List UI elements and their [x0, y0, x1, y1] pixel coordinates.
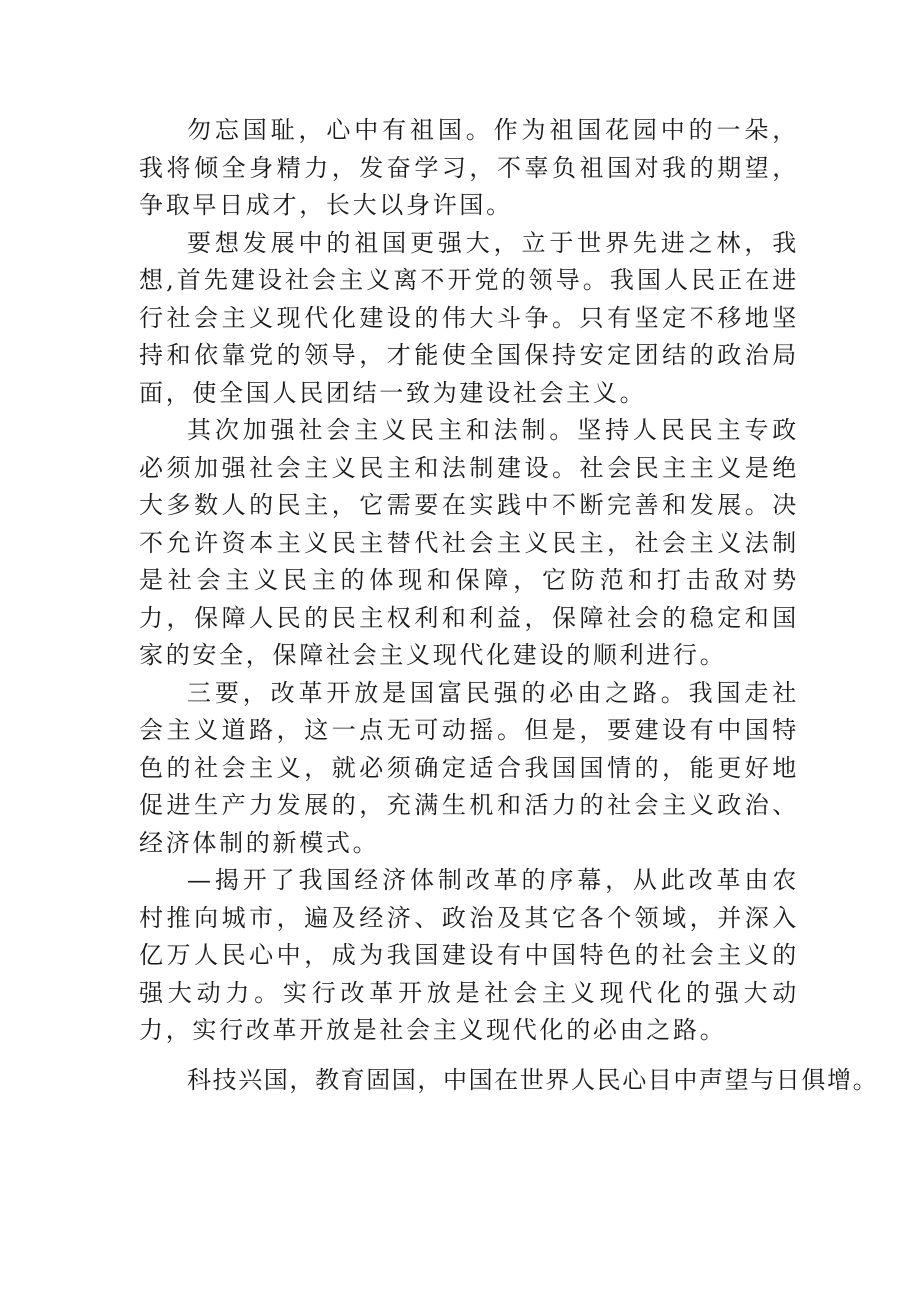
paragraph-3: 其次加强社会主义民主和法制。坚持人民民主专政必须加强社会主义民主和法制建设。社会民主主义是绝大多数人的民主，它需要在实践中不断完善和发展。决不允许资本主义民主替代社会主义民主，社会主义法制是社会主义民主的体现和保障，它防范和打击敌对势力，保障人民的民主权利和利益，保障社会的稳定和国家的安全，保障社会主义现代化建设的顺利进行。 — [139, 416, 799, 669]
paragraph-4: 三要，改革开放是国富民强的必由之路。我国走社会主义道路，这一点无可动摇。但是，要建设有中国特色的社会主义，就必须确定适合我国国情的，能更好地促进生产力发展的，充满生机和活力的社会主义政治、经济体制的新模式。 — [139, 678, 799, 857]
paragraph-1: 勿忘国耻，心中有祖国。作为祖国花园中的一朵，我将倾全身精力，发奋学习，不辜负祖国对我的期望，争取早日成才，长大以身许国。 — [139, 116, 799, 219]
paragraph-5: —揭开了我国经济体制改革的序幕，从此改革由农村推向城市，遍及经济、政治及其它各个领域，并深入亿万人民心中，成为我国建设有中国特色的社会主义的强大动力。实行改革开放是社会主义现代化的强大动力，实行改革开放是社会主义现代化的必由之路。 — [139, 866, 799, 1044]
paragraph-2: 要想发展中的祖国更强大，立于世界先进之林，我想,首先建设社会主义离不开党的领导。我国人民正在进行社会主义现代化建设的伟大斗争。只有坚定不移地坚持和依靠党的领导，才能使全国保持安定团结的政治局面，使全国人民团结一致为建设社会主义。 — [139, 228, 799, 407]
paragraph-6: 科技兴国，教育固国，中国在世界人民心目中声望与日俱增。 — [187, 1065, 879, 1094]
document-body — [139, 112, 879, 1099]
